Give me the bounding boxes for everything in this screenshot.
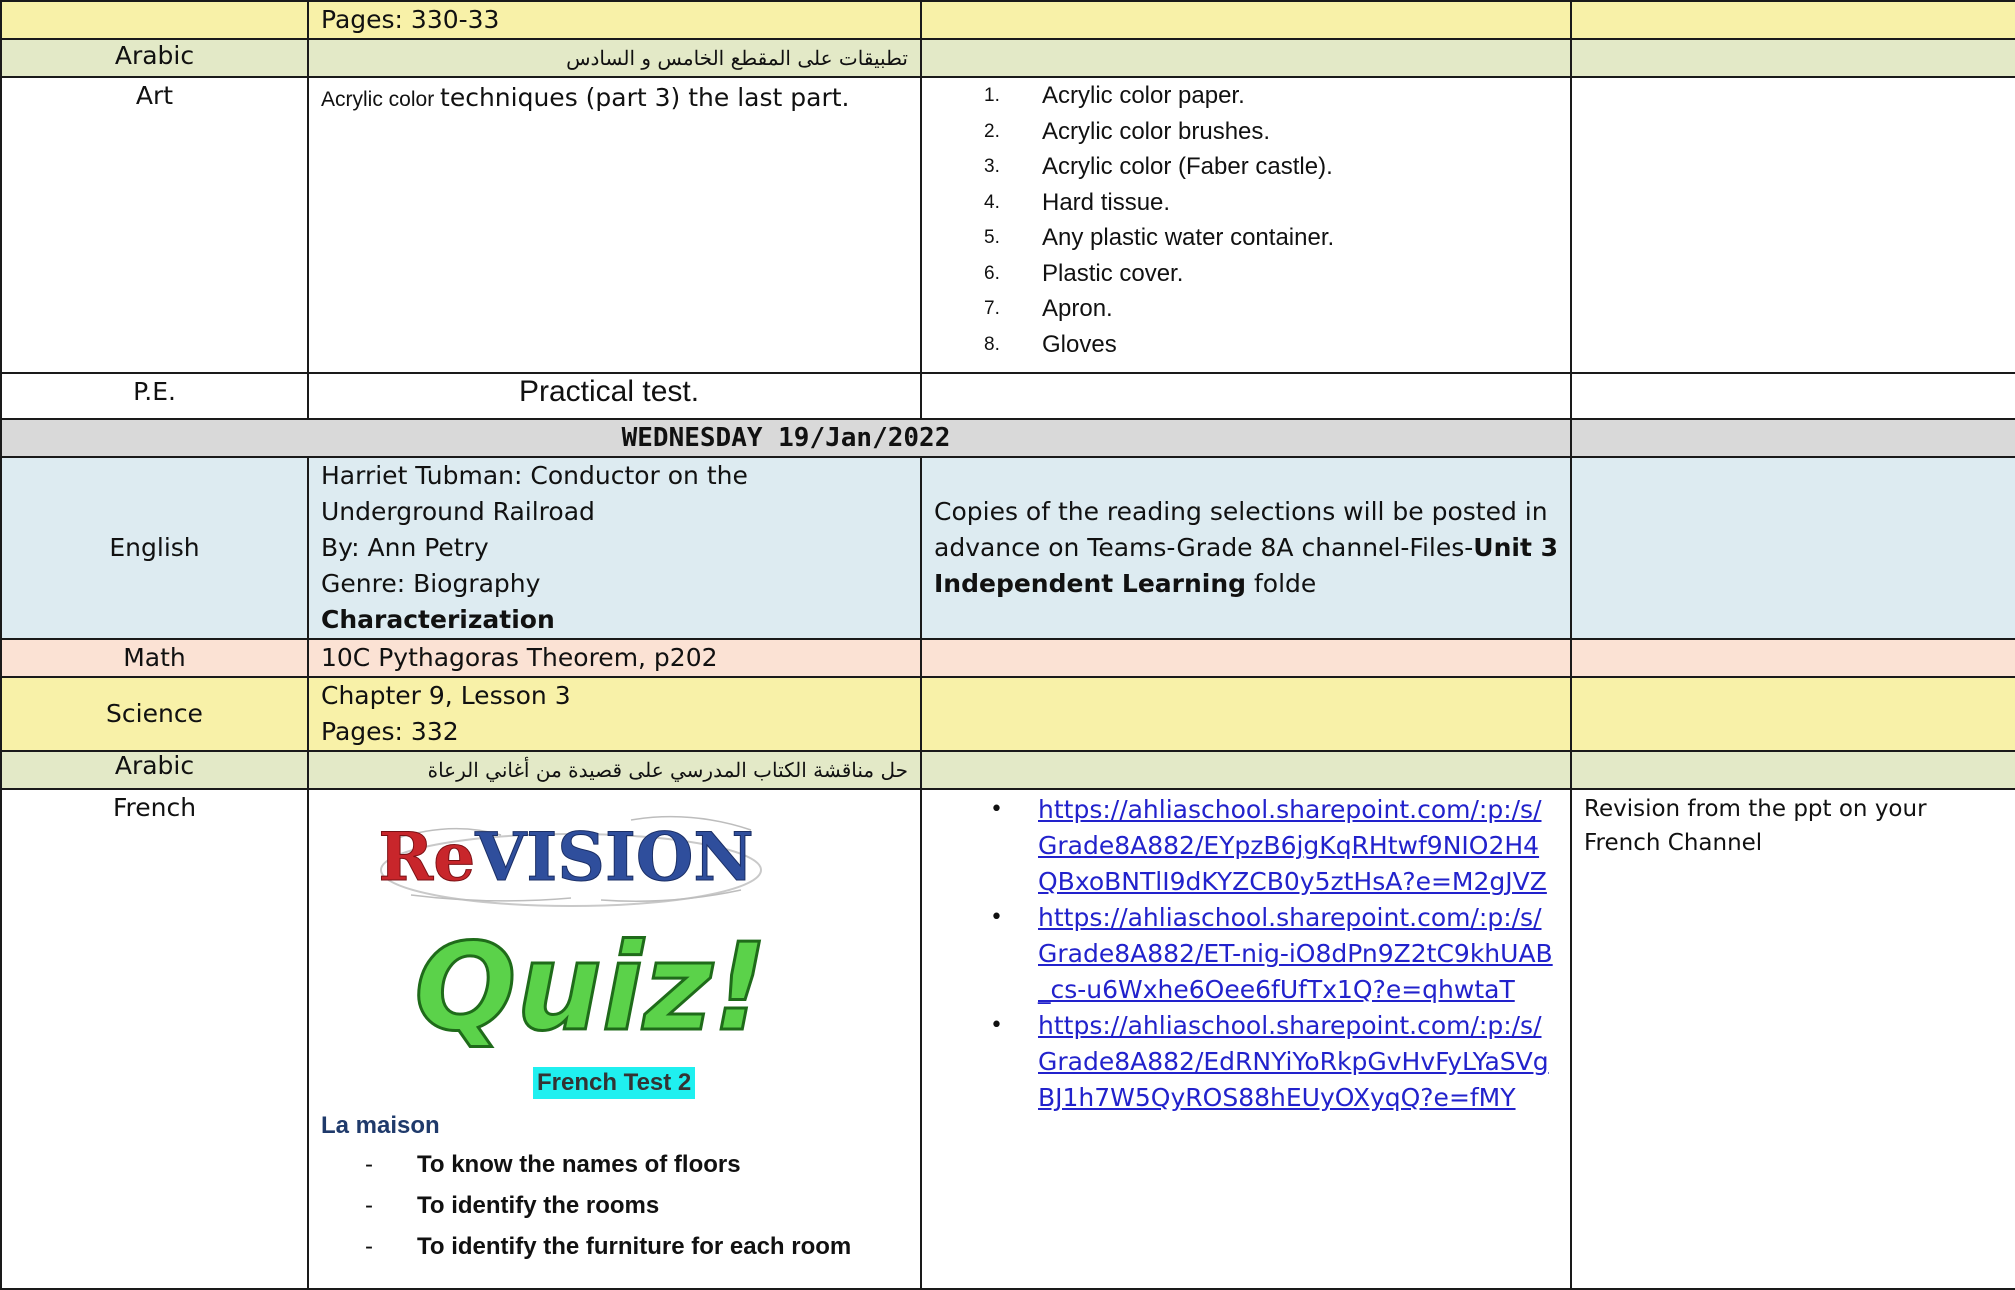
list-item: 5. Any plastic water container.: [984, 224, 1335, 251]
notes-cell: [1571, 373, 2015, 419]
subject-cell: Science: [1, 677, 308, 751]
task-cell: Chapter 9, Lesson 3 Pages: 332: [308, 677, 921, 751]
day-header: WEDNESDAY 19/Jan/2022: [1, 419, 1571, 457]
resources-cell: [921, 789, 1571, 1289]
subject-cell: P.E.: [1, 373, 308, 419]
resources-cell: [921, 677, 1571, 751]
resources-cell: [921, 751, 1571, 789]
task-prefix: Acrylic color: [321, 88, 441, 111]
list-item: 3. Acrylic color (Faber castle).: [984, 153, 1333, 180]
list-item: 8. Gloves: [984, 330, 1117, 358]
quiz-logo: [351, 924, 831, 1054]
list-item: 7. Apron.: [984, 295, 1113, 322]
objectives-list: [321, 1144, 908, 1267]
subject-cell: Arabic: [1, 751, 308, 789]
notes-cell: [1571, 789, 2015, 1289]
day-header-row: [1, 419, 2015, 457]
revision-word: ReVISION: [378, 818, 754, 896]
table-row: [1, 677, 2015, 751]
notes-cell: [1571, 39, 2015, 77]
list-item: - To identify the rooms: [365, 1192, 660, 1219]
list-item: • https://ahliaschool.sharepoint.com/:p:/s/Grade8A882/ET-nig-iO8dPn9Z2tC9khUAB_cs-u6Wxhe6Oee6fUfTx1Q?e=qhwtaT: [934, 900, 1558, 1008]
list-item: - To identify the furniture for each room: [365, 1233, 852, 1260]
table-row: [1, 639, 2015, 677]
table-row: [1, 77, 2015, 373]
notes-cell: [1571, 639, 2015, 677]
resources-cell: [921, 39, 1571, 77]
list-item: - To know the names of floors: [365, 1151, 741, 1178]
task-main: techniques (part 3) the last part.: [440, 83, 850, 112]
notes-cell: [1571, 419, 2015, 457]
notes-cell: [1571, 77, 2015, 373]
test-badge: French Test 2: [533, 1067, 695, 1099]
subject-cell: English: [1, 457, 308, 639]
subject-cell: French: [1, 789, 308, 1289]
list-item: 4. Hard tissue.: [984, 188, 1171, 216]
list-item: 2. Acrylic color brushes.: [984, 117, 1271, 145]
resource-link[interactable]: https://ahliaschool.sharepoint.com/:p:/s/Grade8A882/EdRNYiYoRkpGvHvFyLYaSVgBJ1h7W5QyROS88hEUyOXyqQ?e=fMY: [1038, 1011, 1549, 1112]
task-cell: [308, 789, 921, 1289]
table-row: [1, 457, 2015, 639]
resources-cell: [921, 639, 1571, 677]
task-cell: تطبيقات على المقطع الخامس و السادس: [308, 39, 921, 77]
revision-logo: [371, 800, 771, 910]
materials-list: [934, 78, 1558, 362]
task-cell: [308, 77, 921, 373]
task-cell: Pages: 330-33: [308, 1, 921, 39]
notes-cell: [1571, 677, 2015, 751]
subject-cell: Arabic: [1, 39, 308, 77]
list-item: 6. Plastic cover.: [984, 259, 1184, 287]
list-item: • https://ahliaschool.sharepoint.com/:p:/s/Grade8A882/EYpzB6jgKqRHtwf9NIO2H4QBxoBNTlI9dKYZCB0y5ztHsA?e=M2gJVZ: [934, 792, 1558, 900]
task-cell: حل مناقشة الكتاب المدرسي على قصيدة من أغاني الرعاة: [308, 751, 921, 789]
table-row: [1, 373, 2015, 419]
topic-title: La maison: [321, 1112, 440, 1139]
table-row: [1, 39, 2015, 77]
quiz-word: Quiz!: [414, 924, 768, 1054]
list-item: 1. Acrylic color paper.: [984, 82, 1245, 109]
resource-link[interactable]: https://ahliaschool.sharepoint.com/:p:/s/Grade8A882/ET-nig-iO8dPn9Z2tC9khUAB_cs-u6Wxhe6Oee6fUfTx1Q?e=qhwtaT: [1038, 903, 1553, 1004]
subject-cell: Art: [1, 77, 308, 373]
resource-link[interactable]: https://ahliaschool.sharepoint.com/:p:/s/Grade8A882/EYpzB6jgKqRHtwf9NIO2H4QBxoBNTlI9dKYZCB0y5ztHsA?e=M2gJVZ: [1038, 795, 1547, 896]
resources-cell: [921, 77, 1571, 373]
notes-cell: [1571, 457, 2015, 639]
table-row: [1, 751, 2015, 789]
resources-cell: [921, 1, 1571, 39]
subject-cell: Math: [1, 639, 308, 677]
subject-cell: [1, 1, 308, 39]
task-cell: 10C Pythagoras Theorem, p202: [308, 639, 921, 677]
list-item: • https://ahliaschool.sharepoint.com/:p:/s/Grade8A882/EdRNYiYoRkpGvHvFyLYaSVgBJ1h7W5QyROS88hEUyOXyqQ?e=fMY: [934, 1008, 1558, 1116]
task-cell: Practical test.: [308, 373, 921, 419]
resources-cell: Copies of the reading selections will be posted in advance on Teams-Grade 8A channel-Files-Unit 3 Independent Learning folde: [921, 457, 1571, 639]
resources-cell: [921, 373, 1571, 419]
table-row: [1, 789, 2015, 1289]
french-note: Revision from the ppt on your French Channel: [1584, 796, 1927, 856]
notes-cell: [1571, 1, 2015, 39]
table-row: [1, 1, 2015, 39]
task-cell: Harriet Tubman: Conductor on the Underground Railroad By: Ann Petry Genre: Biography Characterization: [308, 457, 921, 639]
notes-cell: [1571, 751, 2015, 789]
links-list: [934, 792, 1558, 1116]
